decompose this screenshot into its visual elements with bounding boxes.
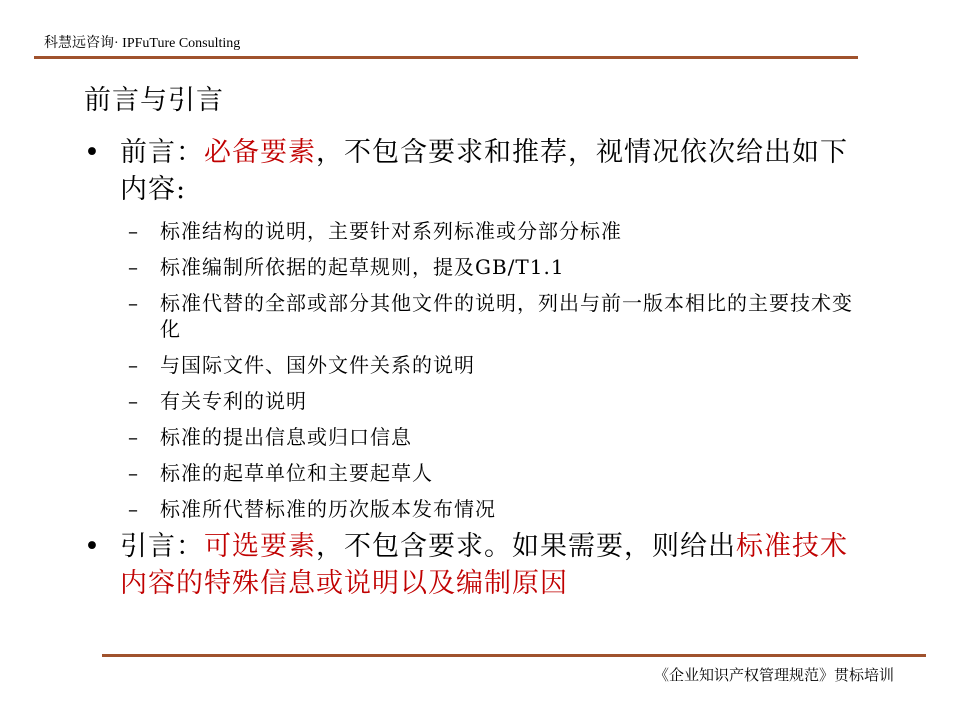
bullet-preface — [84, 134, 864, 208]
slide-title: 前言与引言 — [84, 85, 224, 116]
preface-sublist — [84, 218, 864, 522]
dash-symbol: – — [128, 219, 139, 243]
bullet-symbol: • — [84, 531, 101, 562]
list-item — [84, 424, 864, 450]
subitem-text: 标准所代替标准的历次版本发布情况 — [160, 497, 496, 521]
subitem-text: 标准的起草单位和主要起草人 — [160, 461, 433, 485]
intro-mid: ，不包含要求。如果需要，则给出 — [316, 531, 736, 562]
bullet-introduction — [84, 528, 864, 602]
dash-symbol: – — [128, 497, 139, 521]
header-brand: 科慧远咨询· IPFuTure Consulting — [44, 36, 241, 51]
subitem-text: 标准的提出信息或归口信息 — [160, 425, 412, 449]
slide-content — [84, 134, 864, 602]
dash-symbol: – — [128, 389, 139, 413]
preface-highlight: 必备要素 — [204, 137, 316, 168]
bullet-symbol: • — [84, 137, 101, 168]
list-item — [84, 352, 864, 378]
subitem-text: 有关专利的说明 — [160, 389, 307, 413]
subitem-text: 标准代替的全部或部分其他文件的说明，列出与前一版本相比的主要技术变化 — [160, 291, 853, 341]
dash-symbol: – — [128, 291, 139, 315]
intro-tail-highlight: 标准技术内容的特殊信息或说明以及编制原因 — [120, 531, 848, 599]
footer-divider — [102, 654, 926, 657]
intro-lead: 引言： — [120, 531, 204, 562]
footer-text: 《企业知识产权管理规范》贯标培训 — [653, 666, 894, 684]
dash-symbol: – — [128, 353, 139, 377]
list-item — [84, 218, 864, 244]
subitem-text: 与国际文件、国外文件关系的说明 — [160, 353, 475, 377]
header-divider — [34, 56, 858, 59]
intro-highlight: 可选要素 — [204, 531, 316, 562]
list-item — [84, 254, 864, 280]
subitem-text: 标准结构的说明，主要针对系列标准或分部分标准 — [160, 219, 622, 243]
dash-symbol: – — [128, 461, 139, 485]
subitem-text: 标准编制所依据的起草规则，提及GB/T1.1 — [160, 255, 565, 279]
preface-lead: 前言： — [120, 137, 204, 168]
dash-symbol: – — [128, 255, 139, 279]
dash-symbol: – — [128, 425, 139, 449]
list-item — [84, 388, 864, 414]
list-item — [84, 460, 864, 486]
list-item — [84, 290, 864, 342]
preface-rest: ，不包含要求和推荐，视情况依次给出如下内容: — [120, 137, 848, 205]
list-item — [84, 496, 864, 522]
